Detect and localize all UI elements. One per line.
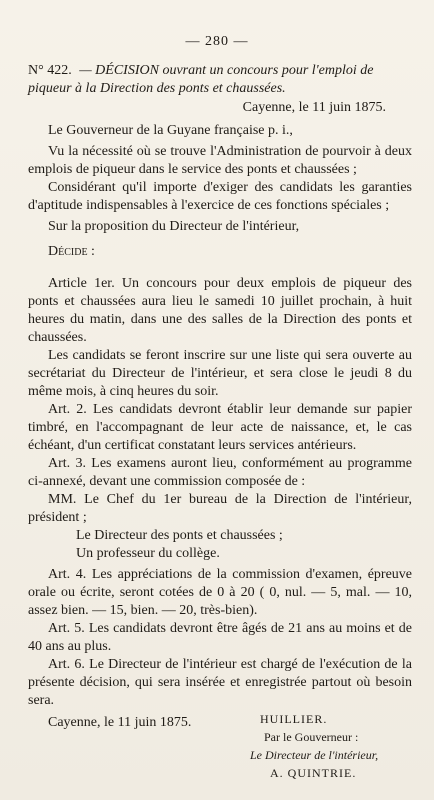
commission-member-1: MM. Le Chef du 1er bureau de la Direction de l'intérieur, président ;: [28, 492, 412, 525]
article-5: Art. 5. Les candidats devront être âgés de 21 ans au moins et de 40 ans au plus.: [28, 621, 412, 654]
signatory-name-2: A. QUINTRIE.: [270, 766, 357, 780]
proposition-paragraph: Sur la proposition du Directeur de l'intérieur,: [48, 219, 300, 234]
decision-heading: [28, 62, 412, 98]
signature-block: [250, 710, 400, 782]
commission-member-3: Un professeur du collège.: [76, 546, 220, 561]
article-4: Art. 4. Les appréciations de la commission d'examen, épreuve orale ou écrite, seront cotées de 0 à 20 ( 0, nul. — 5, mal. — 10, assez bien. — 15, bien. — 20, très-bien).: [28, 567, 412, 618]
page-number: — 280 —: [185, 34, 249, 49]
decision-title: — DÉCISION ouvrant un concours pour l'emploi de piqueur à la Direction des ponts et chaussées.: [28, 63, 374, 96]
article-1: Article 1er. Un concours pour deux emplois de piqueur des ponts et chaussées aura lieu le samedi 10 juillet prochain, à huit heures du matin, dans une des salles de la Direction des ponts et chaussées.: [28, 276, 412, 345]
closing-date: Cayenne, le 11 juin 1875.: [48, 715, 192, 730]
article-2: Art. 2. Les candidats devront établir leur demande sur papier timbré, en l'accompagnant de leur acte de naissance, et, le cas échéant, d'un certificat constatant leurs services antérieurs.: [28, 402, 412, 453]
article-3: Art. 3. Les examens auront lieu, conformément au programme ci-annexé, devant une commission composée de :: [28, 456, 412, 489]
decision-number: N° 422.: [28, 63, 72, 78]
signature-role: Par le Gouverneur :: [264, 730, 359, 744]
commission-member-2: Le Directeur des ponts et chaussées ;: [76, 528, 283, 543]
signature-title: Le Directeur de l'intérieur,: [250, 748, 379, 762]
signatory-name: HUILLIER.: [260, 712, 328, 726]
considerant-paragraph: Considérant qu'il importe d'exiger des candidats les garanties d'aptitude indispensables à l'exercice de ces fonctions spéciales ;: [28, 180, 412, 213]
decision-body: [28, 122, 412, 746]
vu-paragraph: Vu la nécessité où se trouve l'Administration de pourvoir à deux emplois de piqueur dans le service des ponts et chaussées ;: [28, 144, 412, 177]
article-6: Art. 6. Le Directeur de l'intérieur est chargé de l'exécution de la présente décision, qui sera insérée et enregistrée partout où besoin sera.: [28, 657, 412, 708]
article-1-continuation: Les candidats se feront inscrire sur une liste qui sera ouverte au secrétariat du Directeur de l'intérieur, et sera close le jeudi 8 du même mois, à cinq heures du soir.: [28, 348, 412, 399]
header-date: Cayenne, le 11 juin 1875.: [242, 100, 386, 115]
decide-label: Décide :: [48, 244, 95, 259]
intro-paragraph: Le Gouverneur de la Guyane française p. i.,: [48, 123, 293, 138]
